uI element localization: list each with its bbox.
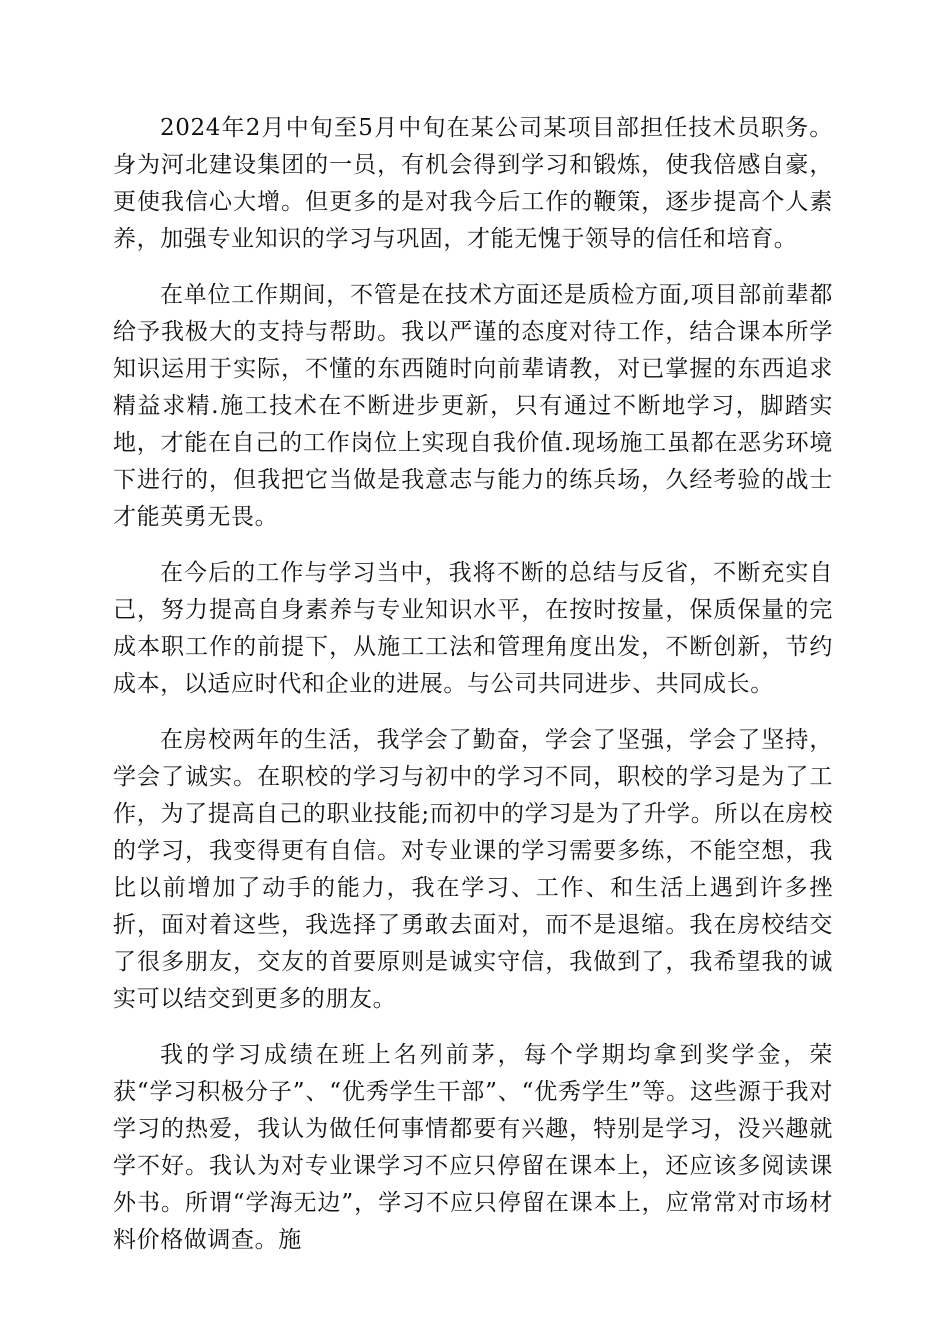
- paragraph-school-life: 在房校两年的生活，我学会了勤奋，学会了坚强，学会了坚持，学会了诚实。在职校的学习与初中的学习不同，职校的学习是为了工作，为了提高自己的职业技能;而初中的学习是为了升学。所以在房校的学习，我变得更有自信。对专业课的学习需要多练，不能空想，我比以前增加了动手的能力，我在学习、工作、和生活上遇到许多挫折，面对着这些，我选择了勇敢去面对，而不是退缩。我在房校结交了很多朋友，交友的首要原则是诚实守信，我做到了，我希望我的诚实可以结交到更多的朋友。: [113, 727, 833, 1012]
- paragraph-academic-record: 我的学习成绩在班上名列前茅，每个学期均拿到奖学金，荣获“学习积极分子”、“优秀学生干部”、“优秀学生”等。这些源于我对学习的热爱，我认为做任何事情都要有兴趣，特别是学习，没兴趣就学不好。我认为对专业课学习不应只停留在课本上，还应该多阅读课外书。所谓“学海无边”，学习不应只停留在课本上，应常常对市场材料价格做调查。施: [113, 1042, 833, 1253]
- paragraph-work-period: 在单位工作期间，不管是在技术方面还是质检方面,项目部前辈都给予我极大的支持与帮助。我以严谨的态度对待工作，结合课本所学知识运用于实际，不懂的东西随时向前辈请教，对已掌握的东西追求精益求精.施工技术在不断进步更新，只有通过不断地学习，脚踏实地，才能在自己的工作岗位上实现自我价值.现场施工虽都在恶劣环境下进行的，但我把它当做是我意志与能力的练兵场，久经考验的战士才能英勇无畏。: [113, 282, 833, 530]
- paragraph-internship: 2024年2月中旬至5月中旬在某公司某项目部担任技术员职务。身为河北建设集团的一员，有机会得到学习和锻炼，使我倍感自豪，更使我信心大增。但更多的是对我今后工作的鞭策，逐步提高个人素养，加强专业知识的学习与巩固，才能无愧于领导的信任和培育。: [113, 115, 833, 252]
- paragraph-future-plans: 在今后的工作与学习当中，我将不断的总结与反省，不断充实自己，努力提高自身素养与专业知识水平，在按时按量，保质保量的完成本职工作的前提下，从施工工法和管理角度出发，不断创新，节约成本，以适应时代和企业的进展。与公司共同进步、共同成长。: [113, 560, 833, 697]
